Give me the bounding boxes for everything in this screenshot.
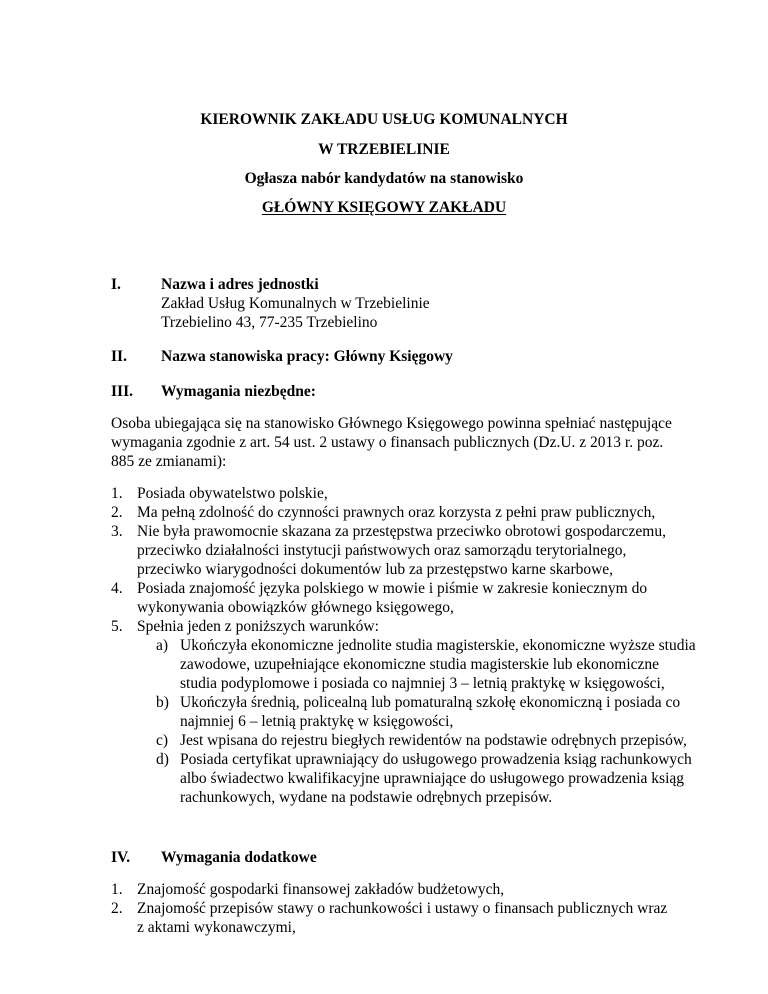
sub-item-letter: d) (156, 751, 169, 768)
list-item-text: Znajomość przepisów stawy o rachunkowości i ustawy o finansach publicznych wraz (137, 900, 668, 917)
sub-item-text: Posiada certyfikat uprawniający do usługowego prowadzenia ksiąg rachunkowych (180, 751, 692, 768)
section-1-line: Zakład Usług Komunalnych w Trzebielinie (161, 295, 430, 312)
title-line-1: KIEROWNIK ZAKŁADU USŁUG KOMUNALNYCH (200, 111, 568, 128)
list-item-text: Posiada znajomość języka polskiego w mowie i piśmie w zakresie koniecznym do (137, 580, 648, 597)
list-item-text: Nie była prawomocnie skazana za przestępstwa przeciwko obrotowi gospodarczemu, (137, 523, 666, 540)
section-2-numeral: II. (111, 348, 127, 365)
sub-item-text: Ukończyła ekonomiczne jednolite studia magisterskie, ekonomiczne wyższe studia (180, 637, 696, 654)
sub-item-text: zawodowe, uzupełniające ekonomiczne studia magisterskie lub ekonomiczne (180, 656, 660, 673)
intro-line: wymagania zgodnie z art. 54 ust. 2 ustawy o finansach publicznych (Dz.U. z 2013 r. poz. (111, 434, 664, 451)
intro-line: 885 ze zmianami): (111, 453, 227, 470)
list-item-text: Ma pełną zdolność do czynności prawnych oraz korzysta z pełni praw publicznych, (137, 504, 656, 521)
list-item-number: 1. (111, 485, 123, 502)
section-4-heading: Wymagania dodatkowe (161, 849, 317, 866)
list-item-number: 5. (111, 618, 123, 635)
list-item-text: Znajomość gospodarki finansowej zakładów budżetowych, (137, 881, 505, 898)
sub-item-letter: a) (156, 637, 169, 654)
list-item-number: 4. (111, 580, 123, 597)
list-item-text: Posiada obywatelstwo polskie, (137, 485, 328, 502)
list-item-number: 2. (111, 504, 123, 521)
section-1-numeral: I. (111, 276, 121, 293)
sub-item-text: Ukończyła średnią, policealną lub pomaturalną szkołę ekonomiczną i posiada co (180, 694, 681, 711)
list-item-text: z aktami wykonawczymi, (137, 919, 296, 936)
intro-line: Osoba ubiegająca się na stanowisko Głównego Księgowego powinna spełniać następujące (111, 415, 672, 432)
sub-item-text: najmniej 6 – letnią praktykę w księgowości, (180, 713, 454, 730)
section-1-line: Trzebielino 43, 77-235 Trzebielino (161, 314, 378, 331)
list-item-text: wykonywania obowiązków głównego księgowego, (137, 599, 454, 616)
sub-item-letter: b) (156, 694, 169, 711)
list-item-number: 3. (111, 523, 123, 540)
sub-item-text: Jest wpisana do rejestru biegłych rewidentów na podstawie odrębnych przepisów, (180, 732, 687, 749)
sub-item-text: studia podyplomowe i posiada co najmniej 3 – letnią praktykę w księgowości, (180, 675, 665, 692)
sub-item-text: rachunkowych, wydane na podstawie odrębnych przepisów. (180, 789, 553, 806)
subtitle: Ogłasza nabór kandydatów na stanowisko (244, 170, 524, 187)
section-2-heading: Nazwa stanowiska pracy: Główny Księgowy (161, 348, 453, 365)
title-line-2: W TRZEBIELINIE (318, 141, 450, 158)
section-4-numeral: IV. (111, 849, 131, 866)
sub-item-letter: c) (156, 732, 169, 749)
list-item-text: przeciwko działalności instytucji państwowych oraz samorządu terytorialnego, (137, 542, 627, 559)
sub-item-text: albo świadectwo kwalifikacyjne uprawniające do usługowego prowadzenia ksiąg (180, 770, 685, 787)
list-item-text: Spełnia jeden z poniższych warunków: (137, 618, 379, 635)
list-item-text: przeciwko wiarygodności dokumentów lub za przestępstwo karne skarbowe, (137, 561, 614, 578)
section-1-heading: Nazwa i adres jednostki (161, 276, 319, 293)
section-3-heading: Wymagania niezbędne: (161, 383, 316, 400)
position-title: GŁÓWNY KSIĘGOWY ZAKŁADU (261, 199, 507, 216)
list-item-number: 2. (111, 900, 123, 917)
section-3-numeral: III. (111, 383, 133, 400)
list-item-number: 1. (111, 881, 123, 898)
